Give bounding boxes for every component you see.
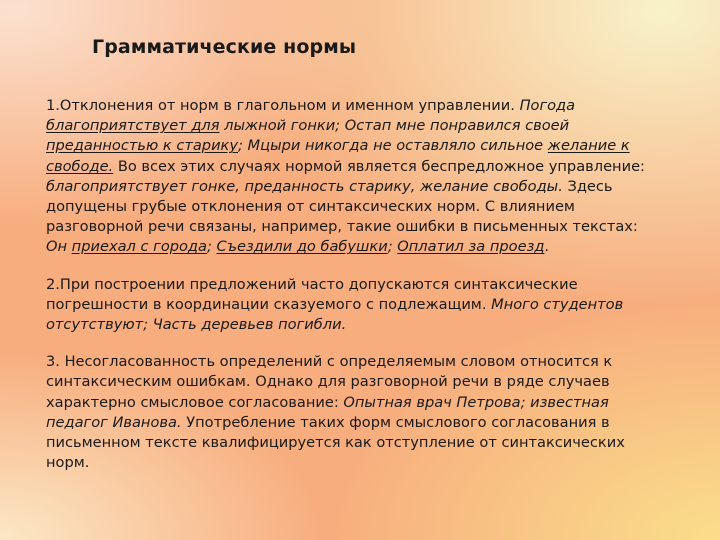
text-run-italic: лыжной гонки; Остап мне понравился своей — [219, 117, 570, 135]
text-run: 2.При построении предложений часто допускаются синтаксические погрешности в координации сказуемого с подлежащим. — [46, 275, 578, 313]
text-run: 1.Отклонения от норм в глагольном и именном управлении. — [46, 97, 520, 114]
text-run-underlined: Оплатил за проезд — [397, 238, 545, 256]
text-run-underlined: Съездили до бабушки — [216, 238, 388, 256]
slide-title: Грамматические нормы — [92, 36, 357, 58]
text-run: . — [544, 238, 550, 256]
text-run-underlined: благоприятствует для — [46, 117, 220, 135]
slide-body — [46, 96, 646, 473]
text-run: Здесь допущены грубые отклонения от синтаксических норм. С влиянием разговорной речи связаны, например, такие ошибки в письменных текстах: — [46, 177, 638, 236]
text-run: Употребление таких форм смыслового согласования в письменном тексте квалифицируется как отступление от синтаксических норм. — [46, 413, 625, 472]
text-run-italic: Он — [46, 238, 72, 256]
paragraph-1 — [46, 96, 646, 258]
text-run-italic: ; — [387, 238, 398, 256]
text-run-italic: ; Мцыри никогда не оставляло сильное — [238, 137, 548, 155]
paragraph-2 — [46, 275, 646, 336]
paragraph-3 — [46, 352, 646, 473]
text-run-italic: Погода — [519, 97, 576, 114]
text-run-italic: Много студентов отсутствуют; Часть деревьев погибли. — [46, 295, 624, 334]
text-run: 3. Несогласованность определений с определяемым словом относится к синтаксическим ошибкам. Однако для разговорной речи в ряде случаев характерно смысловое согласование: — [46, 353, 613, 411]
text-run-italic: благоприятствует гонке, преданность старику, желание свободы. — [46, 177, 563, 195]
text-run-italic: Опытная врач Петрова; известная педагог Иванова. — [46, 393, 609, 431]
text-run: Во всех этих случаях нормой является беспредложное управление: — [113, 157, 645, 175]
text-run-italic: ; — [206, 238, 217, 256]
text-run-underlined: желание к свободе. — [46, 137, 630, 175]
text-run-underlined: преданностью к старику — [46, 137, 238, 155]
text-run-underlined: приехал с города — [71, 238, 207, 256]
